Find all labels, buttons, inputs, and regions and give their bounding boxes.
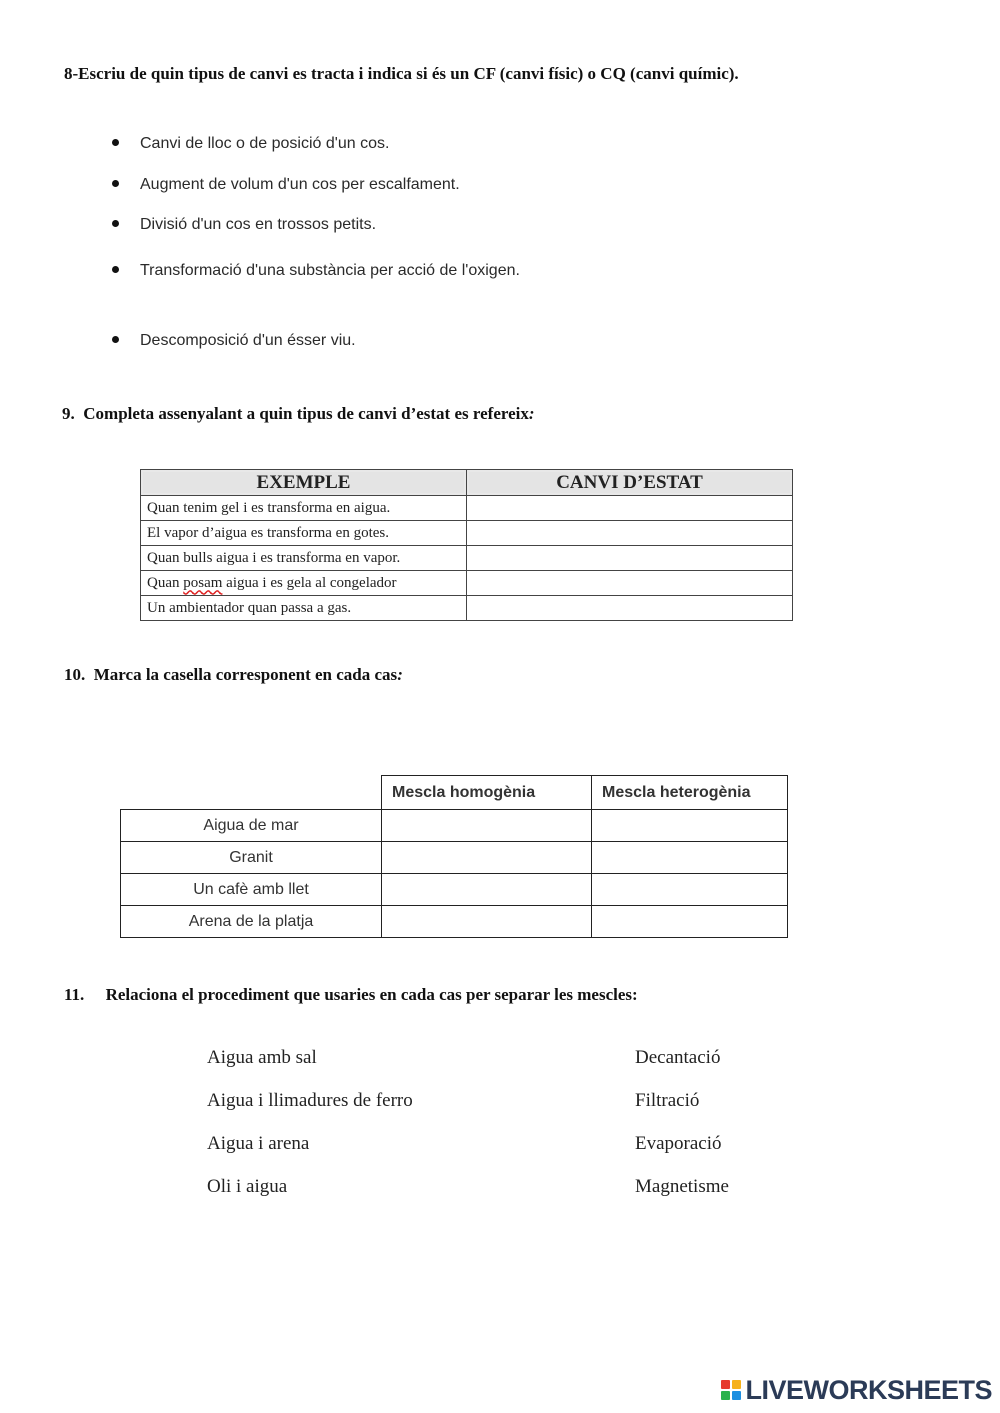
heterogeneous-checkbox-cell[interactable] <box>592 810 788 842</box>
table-row <box>141 521 793 546</box>
answer-cell[interactable] <box>467 496 793 521</box>
answer-cell[interactable] <box>467 596 793 621</box>
question-9-title: 9. Completa assenyalant a quin tipus de canvi d’estat es refereix: <box>62 404 535 423</box>
table-row <box>141 596 793 621</box>
bullet-icon <box>112 336 119 343</box>
procedure-item[interactable]: Filtració <box>635 1090 700 1111</box>
bullet-icon <box>112 220 119 227</box>
bullet-icon <box>112 266 119 273</box>
mixture-label: Un cafè amb llet <box>121 874 382 906</box>
heterogeneous-checkbox-cell[interactable] <box>592 842 788 874</box>
mixture-item[interactable]: Oli i aigua <box>207 1176 288 1197</box>
answer-cell[interactable] <box>467 571 793 596</box>
header-example: EXEMPLE <box>141 470 467 496</box>
homogeneous-checkbox-cell[interactable] <box>382 842 592 874</box>
table-row <box>121 874 788 906</box>
procedure-item[interactable]: Magnetisme <box>635 1176 729 1197</box>
mixture-item[interactable]: Aigua amb sal <box>207 1047 317 1068</box>
example-cell: Quan bulls aigua i es transforma en vapor. <box>141 546 467 571</box>
table-row <box>121 842 788 874</box>
mixtures-table <box>120 775 788 938</box>
header-heterogeneous: Mescla heterogènia <box>592 776 788 810</box>
heterogeneous-checkbox-cell[interactable] <box>592 906 788 938</box>
header-change-of-state: CANVI D’ESTAT <box>467 470 793 496</box>
table-row <box>141 546 793 571</box>
table-row <box>121 906 788 938</box>
example-cell: El vapor d’aigua es transforma en gotes. <box>141 521 467 546</box>
question-10-title: 10. Marca la casella corresponent en cada cas: <box>64 665 403 684</box>
procedure-item[interactable]: Evaporació <box>635 1133 722 1154</box>
procedure-item[interactable]: Decantació <box>635 1047 721 1068</box>
table-row <box>141 571 793 596</box>
answer-cell[interactable] <box>467 521 793 546</box>
example-cell: Quan tenim gel i es transforma en aigua. <box>141 496 467 521</box>
mixture-item[interactable]: Aigua i llimadures de ferro <box>207 1090 413 1111</box>
mixture-label: Granit <box>121 842 382 874</box>
liveworksheets-logo <box>721 1374 992 1405</box>
example-cell: Quan posam aigua i es gela al congelador <box>141 571 467 596</box>
homogeneous-checkbox-cell[interactable] <box>382 810 592 842</box>
question-8-title: 8-Escriu de quin tipus de canvi es tracta i indica si és un CF (canvi físic) o CQ (canvi químic). <box>64 64 739 83</box>
bullet-icon <box>112 180 119 187</box>
change-of-state-table <box>140 469 793 621</box>
mixture-label: Aigua de mar <box>121 810 382 842</box>
mixture-item[interactable]: Aigua i arena <box>207 1133 310 1154</box>
mixture-label: Arena de la platja <box>121 906 382 938</box>
table-row <box>141 496 793 521</box>
bullet-icon <box>112 139 119 146</box>
answer-cell[interactable] <box>467 546 793 571</box>
table-row <box>121 810 788 842</box>
homogeneous-checkbox-cell[interactable] <box>382 874 592 906</box>
example-cell: Un ambientador quan passa a gas. <box>141 596 467 621</box>
homogeneous-checkbox-cell[interactable] <box>382 906 592 938</box>
liveworksheets-logo-icon <box>721 1380 741 1400</box>
question-11-title: 11. Relaciona el procediment que usaries en cada cas per separar les mescles: <box>64 985 638 1004</box>
liveworksheets-wordmark: LIVEWORKSHEETS <box>745 1374 992 1405</box>
header-homogeneous: Mescla homogènia <box>382 776 592 810</box>
heterogeneous-checkbox-cell[interactable] <box>592 874 788 906</box>
